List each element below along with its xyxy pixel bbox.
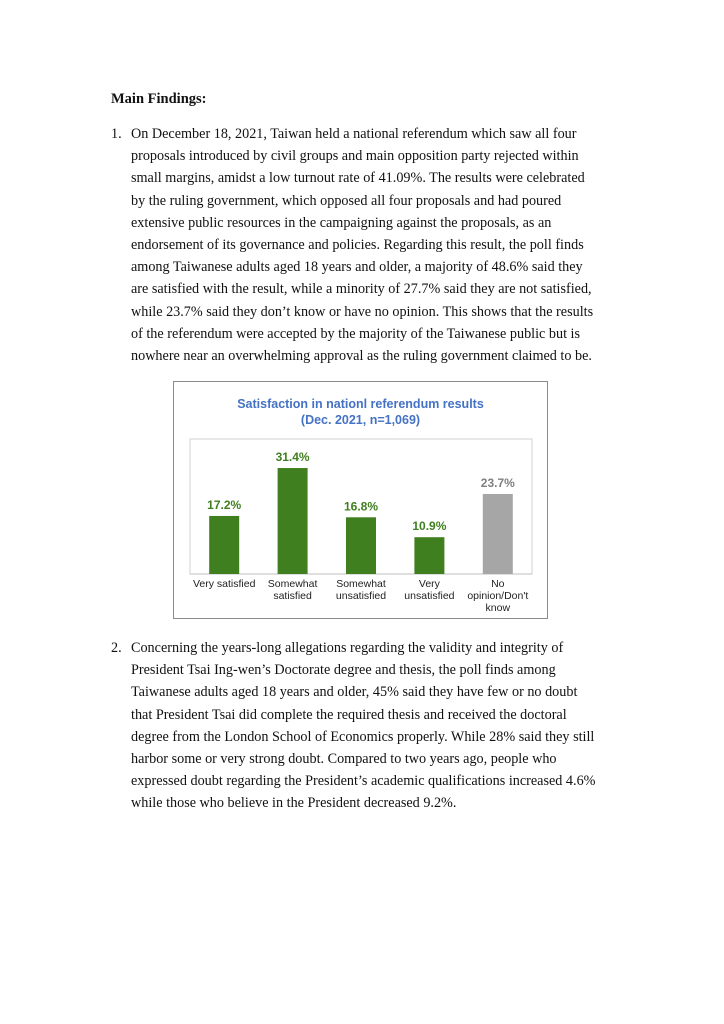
category-label: satisfied — [273, 590, 312, 602]
data-label: 23.7% — [480, 476, 515, 491]
text-line: Concerning the years-long allegations regarding the validity and integrity of — [131, 640, 564, 656]
finding-1-text — [131, 123, 631, 367]
finding-1-number: 1. — [111, 126, 122, 142]
text-line: expressed doubt regarding the President’s academic qualifications increased 4.6% — [131, 773, 596, 790]
text-line: harbor some or very strong doubt. Compared to two years ago, people who — [131, 751, 557, 768]
text-line: while those who believe in the President decreased 9.2%. — [131, 795, 457, 812]
text-line: nowhere near an overwhelming approval as the ruling government claimed to be. — [131, 348, 592, 365]
text-line: of the referendum were accepted by the majority of the Taiwanese public but is — [131, 325, 581, 342]
text-line: that President Tsai did complete the required thesis and received the doctoral — [131, 706, 567, 723]
satisfaction-chart — [173, 381, 548, 619]
category-label: Very satisfied — [192, 578, 256, 590]
chart-canvas — [174, 382, 547, 618]
finding-2 — [111, 637, 631, 815]
text-line: are satisfied with the result, while a minority of 27.7% said they are not satisfied, — [131, 281, 592, 298]
finding-1 — [111, 123, 631, 367]
text-line: President Tsai Ing-wen’s Doctorate degree and thesis, the poll finds among — [131, 662, 556, 679]
category-label: unsatisfied — [404, 590, 455, 602]
finding-2-number: 2. — [111, 640, 122, 656]
category-label: Somewhat — [336, 578, 386, 590]
bar-group — [193, 450, 528, 614]
bar — [346, 517, 376, 574]
finding-2-text — [131, 637, 631, 815]
text-line: Taiwanese adults aged 18 years and older, 45% said they have few or no doubt — [131, 684, 578, 701]
data-label: 17.2% — [207, 497, 242, 512]
text-line: degree from the London School of Economics properly. While 28% said they still — [131, 728, 595, 745]
category-label: opinion/Don't — [467, 590, 529, 602]
category-label: Somewhat — [267, 578, 318, 590]
bar — [483, 494, 513, 574]
text-line: On December 18, 2021, Taiwan held a national referendum which saw all four — [131, 126, 577, 142]
text-line: by the ruling government, which opposed all four proposals and had poured — [131, 192, 562, 209]
chart-subtitle: (Dec. 2021, n=1,069) — [300, 413, 421, 427]
section-heading: Main Findings: — [111, 91, 207, 107]
category-label: unsatisfied — [335, 590, 387, 602]
data-label: 31.4% — [275, 450, 310, 465]
bar — [278, 468, 308, 574]
text-line: endorsement of its governance and policies. Regarding this result, the poll finds — [131, 237, 584, 254]
category-label: know — [485, 602, 511, 614]
text-line: proposals introduced by civil groups and main opposition party rejected within — [131, 148, 579, 165]
data-label: 16.8% — [343, 499, 379, 514]
text-line: extensive public resources in the campaigning against the proposals, as an — [131, 214, 552, 231]
category-label: No — [491, 578, 505, 590]
text-line: among Taiwanese adults aged 18 years and older, a majority of 48.6% said they — [131, 259, 583, 276]
bar — [414, 537, 444, 574]
text-line: small margins, amidst a low turnout rate of 41.09%. The results were celebrated — [131, 170, 585, 187]
bar — [209, 516, 239, 574]
category-label: Very — [418, 578, 440, 590]
text-line: while 23.7% said they don’t know or have no opinion. This shows that the results — [131, 303, 594, 320]
data-label: 10.9% — [412, 519, 447, 534]
chart-title: Satisfaction in nationl referendum results — [237, 397, 484, 411]
